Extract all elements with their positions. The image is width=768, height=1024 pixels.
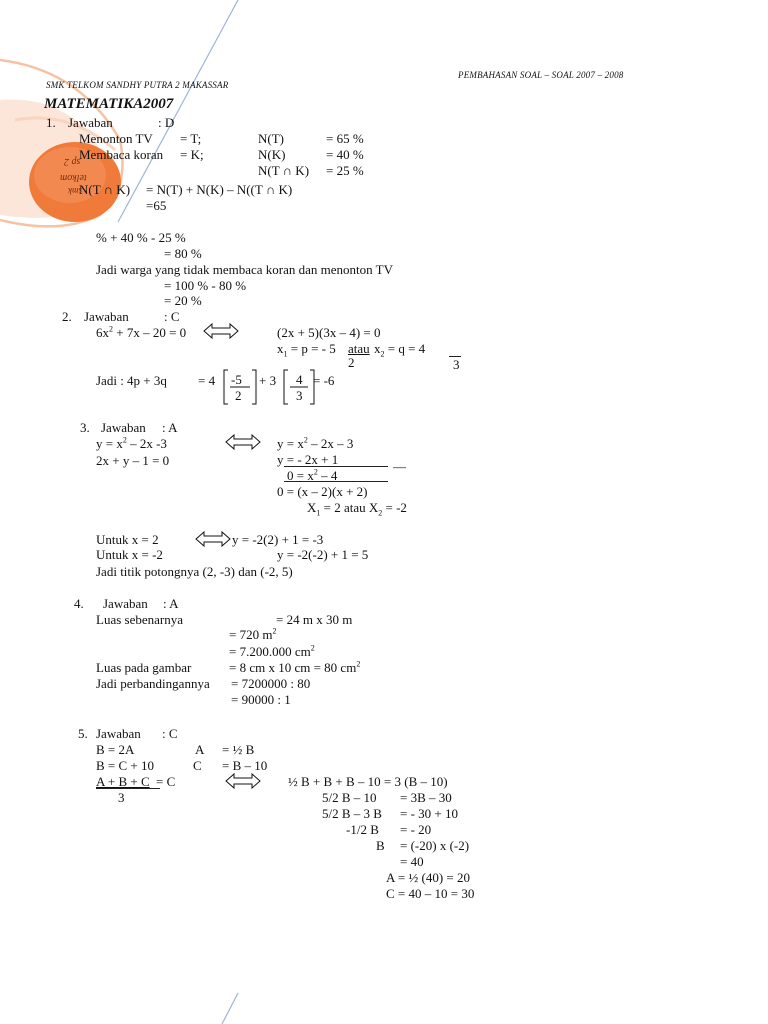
q3-subtraction-line [284,466,388,467]
q2-atau: atau [348,341,370,356]
q2-eq-term: 6x [96,325,109,340]
q2-x2-sub: 2 [380,349,385,359]
q2-frac1-num: -5 [231,372,242,387]
q4-answer-label: Jawaban [103,596,148,611]
q2-denominator-1: 2 [348,355,355,370]
q5-equivalence-arrow-icon [224,772,262,790]
q3-r5a: X [307,500,317,515]
q1-answer-label: Jawaban [68,115,113,130]
q3-l1-sup: 2 [122,435,127,445]
q4-ratio-value: = 7200000 : 80 [231,676,311,691]
q5-result-a: A = ½ (40) = 20 [386,870,470,885]
diagonal-rule-bottom [222,993,238,1024]
q2-substitution: Jadi : 4p + 3q [96,373,167,388]
q2-equivalence-arrow-icon [202,322,240,340]
q1-step3: % + 40 % - 25 % [96,230,186,245]
q4-answer: : A [163,596,179,611]
q5-var-a: A [195,742,205,757]
q3-answer: : A [162,420,178,435]
q3-r1: y = x [277,436,304,451]
q5-relation-b2: B = C + 10 [96,758,155,773]
q2-eq4: = 4 [198,373,216,388]
q1-formula-left: N(T ∩ K) [79,182,131,197]
q3-number: 3. [80,420,90,435]
q3-r3-rest: – 4 [317,468,338,483]
q3-roots [307,500,407,518]
q2-denominator-2: 3 [453,357,460,372]
q2-plus3: + 3 [259,373,277,388]
q1-row2-set: N(K) [258,147,286,162]
q1-row1-value: = 65 % [326,131,364,146]
q3-minus-sign: — [393,459,406,474]
logo-text-smk: smk [68,186,82,196]
q4-drawing-area-value [229,661,360,674]
q5-step4-left: -1/2 B [346,822,379,837]
q3-l1: y = x [96,436,123,451]
q5-number: 5. [78,726,88,741]
q2-x2-value: = q = 4 [384,341,426,356]
q3-case2: Untuk x = -2 [96,547,163,562]
q5-step5-right: = (-20) x (-2) [400,838,470,853]
q1-conclusion: Jadi warga yang tidak membaca koran dan menonton TV [96,262,393,277]
q5-step4-right: = - 20 [400,822,432,837]
q3-left-eq1 [96,437,167,450]
q5-mean-equals: = C [156,774,176,789]
q5-step3-left: 5/2 B – 3 B [322,806,382,821]
q2-x2: x [374,341,381,356]
q4-area-cm2 [229,645,315,658]
q5-mean-numerator: A + B + C [96,774,150,789]
q5-step2-left: 5/2 B – 10 [322,790,377,805]
q1-row1-label: Menonton TV [79,131,153,146]
q3-conclusion: Jadi titik potongnya (2, -3) dan (-2, 5) [96,564,293,579]
q4-l3-sup: 2 [310,643,315,653]
header-left: SMK TELKOM SANDHY PUTRA 2 MAKASSAR [46,80,229,90]
q5-relation-c: = B – 10 [222,758,268,773]
q3-case1-result: y = -2(2) + 1 = -3 [232,532,324,547]
q1-answer: : D [158,115,175,130]
q3-equivalence-arrow-icon [224,433,262,451]
q1-row1-set: N(T) [258,131,284,146]
q2-roots [277,341,336,359]
q5-result-c: C = 40 – 10 = 30 [386,886,475,901]
q2-frac1-den: 2 [235,388,242,403]
q3-right-eq4: 0 = (x – 2)(x + 2) [277,484,368,499]
q1-row2-def: = K; [180,147,204,162]
q1-row3-value: = 25 % [326,163,364,178]
q3-underline [284,481,388,482]
q2-x1: x [277,341,284,356]
q5-mean-denominator: 3 [118,790,125,805]
q3-answer-label: Jawaban [101,420,146,435]
q3-r5c: = -2 [382,500,407,515]
q2-equation [96,326,186,339]
q4-real-area-label: Luas sebenarnya [96,612,183,627]
q2-eq-exp: 2 [109,324,113,334]
q3-r5a-sub: 1 [316,508,321,518]
q4-number: 4. [74,596,84,611]
q1-row3-set: N(T ∩ K) [258,163,310,178]
q2-eq-rest: + 7x – 20 = 0 [113,325,187,340]
q2-answer: : C [164,309,180,324]
q4-ratio-simplified: = 90000 : 1 [231,692,291,707]
q3-r5b: = 2 atau X [320,500,379,515]
q2-number: 2. [62,309,72,324]
q3-case1-arrow-icon [194,530,232,548]
q2-root2 [374,341,426,359]
logo-text-telkom: telkom [60,172,87,183]
q5-relation-b: B = 2A [96,742,135,757]
page-title: MATEMATIKA2007 [44,96,174,112]
q1-row1-def: = T; [180,131,202,146]
q1-row2-label: Membaca koran [79,147,164,162]
q4-l3: = 7.200.000 cm [229,644,311,659]
q4-l2-sup: 2 [272,626,277,636]
q2-x1-sub: 1 [283,349,288,359]
q2-frac2-den: 3 [296,388,303,403]
q4-real-area-value: = 24 m x 30 m [276,612,353,627]
q4-drawing-area-label: Luas pada gambar [96,660,192,675]
q1-step4: = 80 % [164,246,202,261]
q3-case1: Untuk x = 2 [96,532,159,547]
q4-ratio-label: Jadi perbandingannya [96,676,210,691]
q1-number: 1. [46,115,56,130]
q1-step6: = 100 % - 80 % [164,278,247,293]
q3-left-eq2: 2x + y – 1 = 0 [96,453,170,468]
header-right: PEMBAHASAN SOAL – SOAL 2007 – 2008 [458,70,624,80]
q2-factored: (2x + 5)(3x – 4) = 0 [277,325,381,340]
q5-answer: : C [162,726,178,741]
q1-step7: = 20 % [164,293,202,308]
q2-x1-value: = p = - 5 [287,341,336,356]
q5-step2-right: = 3B – 30 [400,790,452,805]
q3-right-eq1 [277,437,353,450]
q2-result: = -6 [313,373,335,388]
q3-r1-sup: 2 [303,435,308,445]
q3-r3-sup: 2 [313,467,318,477]
logo-text-sp2: sp 2 [64,156,81,167]
q5-var-c: C [193,758,202,773]
q1-formula-right: = N(T) + N(K) – N((T ∩ K) [146,182,293,197]
q3-r5b-sub: 2 [378,508,383,518]
q5-answer-label: Jawaban [96,726,141,741]
q2-frac2-num: 4 [296,372,303,387]
q5-relation-a: = ½ B [222,742,255,757]
q3-r1-rest: – 2x – 3 [307,436,354,451]
q5-fraction-bar [96,788,160,789]
q1-row2-value: = 40 % [326,147,364,162]
q1-step2: =65 [146,198,167,213]
q2-answer-label: Jawaban [84,309,129,324]
q4-l4r-sup: 2 [356,659,361,669]
q4-area-m2 [229,628,276,641]
q3-case2-result: y = -2(-2) + 1 = 5 [277,547,369,562]
q3-r3: 0 = x [287,468,314,483]
q5-step6: = 40 [400,854,424,869]
q3-l1-rest: – 2x -3 [126,436,167,451]
q5-step3-right: = - 30 + 10 [400,806,458,821]
q5-step1: ½ B + B + B – 10 = 3 (B – 10) [288,774,448,789]
q4-l4r: = 8 cm x 10 cm = 80 cm [229,660,357,675]
q5-step5-left: B [376,838,385,853]
q3-right-eq2: y = - 2x + 1 [277,452,339,467]
q4-l2: = 720 m [229,627,273,642]
